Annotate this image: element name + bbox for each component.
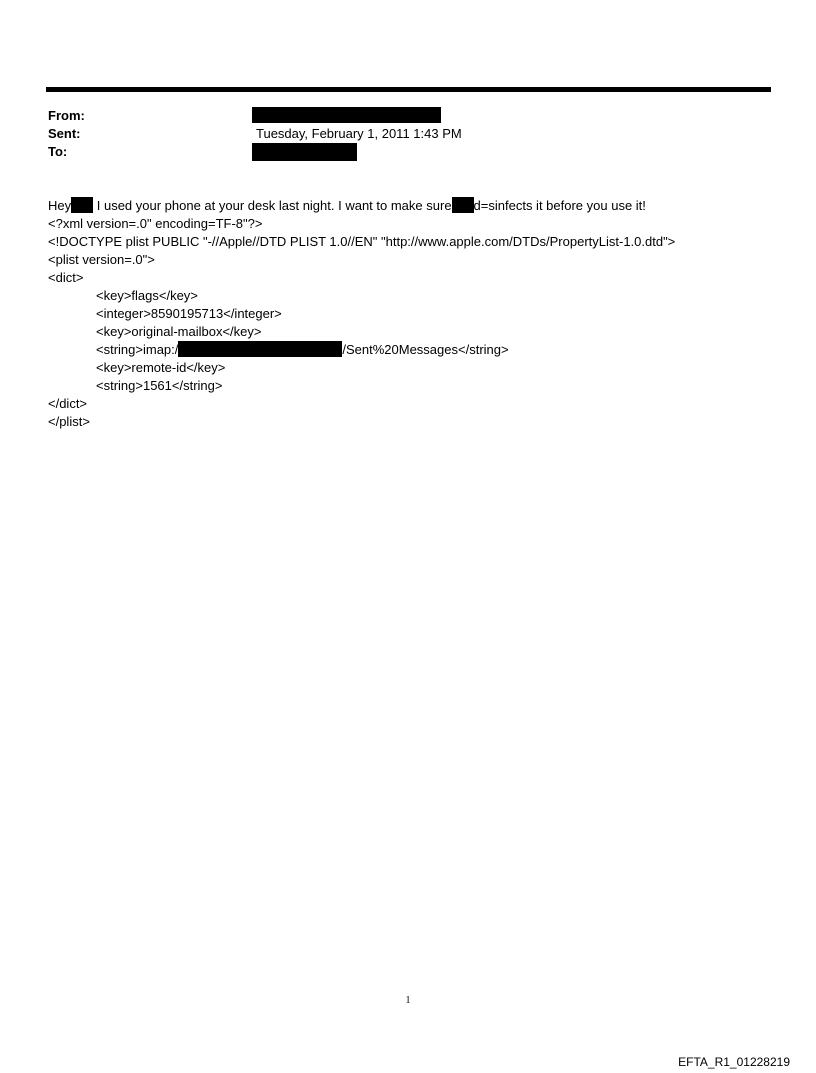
plist-close: </plist> <box>48 414 90 429</box>
message-text-end: d=sinfects it before you use it! <box>473 198 646 213</box>
dict-open: <dict> <box>48 270 84 285</box>
key-remote-id: <key>remote-id</key> <box>96 360 226 375</box>
bates-number: EFTA_R1_01228219 <box>678 1055 790 1069</box>
header-rule <box>46 87 771 92</box>
redacted-name-2 <box>452 197 474 213</box>
key-flags: <key>flags</key> <box>96 288 198 303</box>
sent-value: Tuesday, February 1, 2011 1:43 PM <box>256 126 462 141</box>
string-imap-start: <string>imap:/ <box>96 342 179 357</box>
to-label: To: <box>48 144 68 159</box>
string-remote-id: <string>1561</string> <box>96 378 223 393</box>
key-original-mailbox: <key>original-mailbox</key> <box>96 324 262 339</box>
integer-flags: <integer>8590195713</integer> <box>96 306 282 321</box>
from-label: From: <box>48 108 85 123</box>
redacted-name <box>71 197 93 213</box>
redacted-sender <box>252 107 441 123</box>
plist-open: <plist version=.0"> <box>48 252 155 267</box>
redacted-mailbox-path <box>178 341 342 357</box>
message-text: I used your phone at your desk last night. I want to make sure <box>93 198 452 213</box>
dict-close: </dict> <box>48 396 88 411</box>
page-number: 1 <box>405 995 411 1006</box>
xml-declaration: <?xml version=.0" encoding=TF-8"?> <box>48 216 263 231</box>
string-imap-end: /Sent%20Messages</string> <box>342 342 509 357</box>
greeting-text: Hey <box>48 198 72 213</box>
string-imap <box>96 341 509 359</box>
redacted-recipient <box>252 143 357 161</box>
doctype-line: <!DOCTYPE plist PUBLIC "-//Apple//DTD PLIST 1.0//EN" "http://www.apple.com/DTDs/PropertyList-1.0.dtd"> <box>48 234 676 249</box>
message-line-1 <box>48 197 646 215</box>
sent-label: Sent: <box>48 126 81 141</box>
